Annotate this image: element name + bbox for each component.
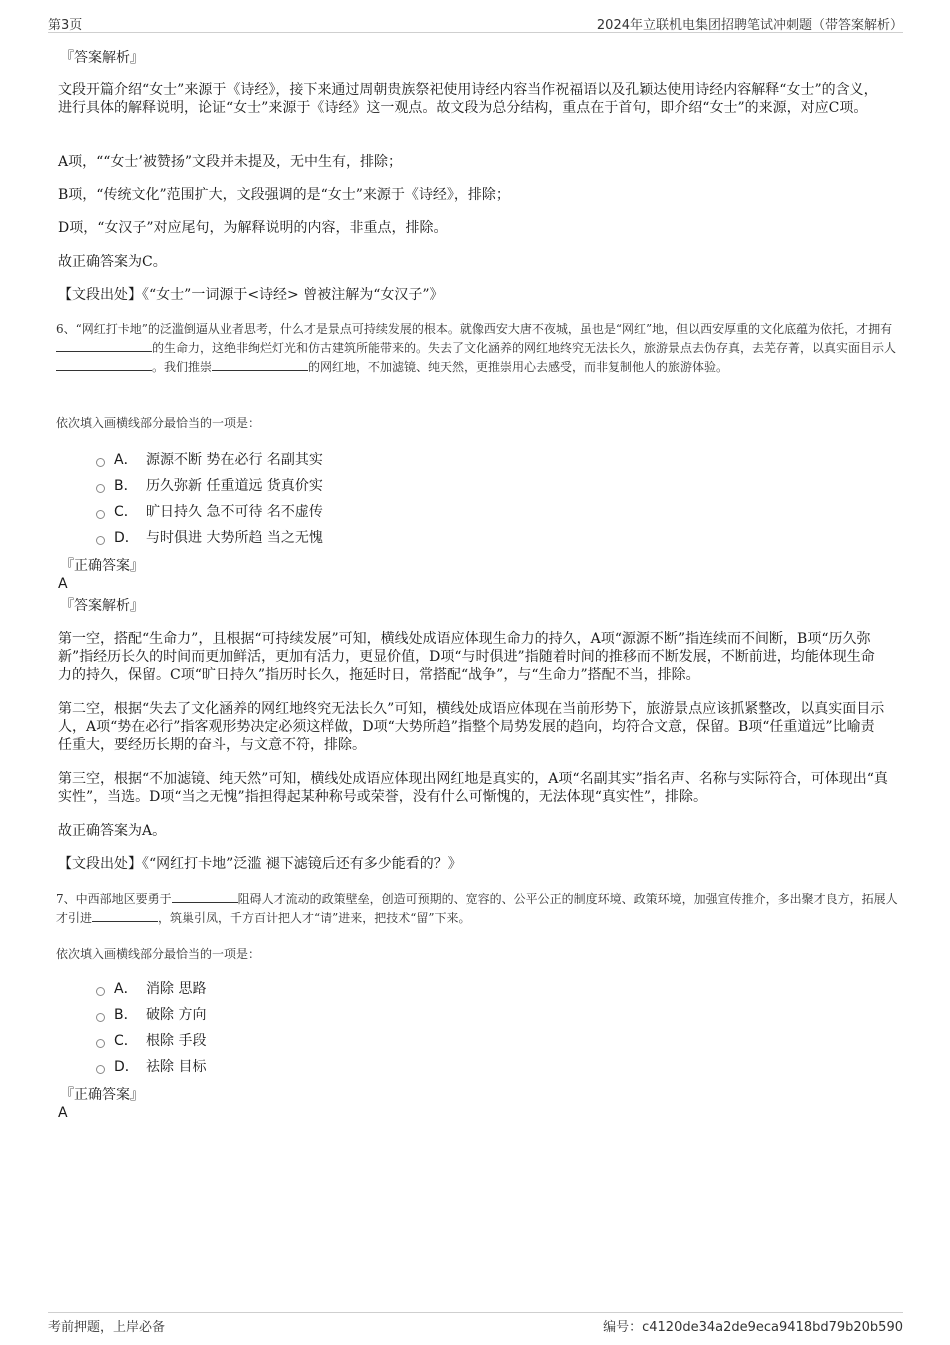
q7-option-d[interactable]: D． 祛除 目标 [96, 1058, 206, 1076]
q7-option-b[interactable]: B． 破除 方向 [96, 1006, 206, 1024]
q6-analysis-title: 『答案解析』 [60, 598, 144, 614]
q6-conclusion: 故正确答案为A。 [58, 823, 167, 839]
q5-analysis-title: 『答案解析』 [60, 50, 144, 66]
radio-icon[interactable] [96, 1039, 105, 1048]
q6-option-a[interactable]: A． 源源不断 势在必行 名副其实 [96, 451, 323, 469]
radio-icon[interactable] [96, 987, 105, 996]
footer-slogan: 考前押题，上岸必备 [48, 1320, 166, 1335]
option-text: 历久弥新 任重道远 货真价实 [146, 478, 323, 494]
radio-icon[interactable] [96, 510, 105, 519]
q7-question-text: 7、中西部地区要勇于 阻碍人才流动的政策壁垒，创造可预期的、宽容的、公平公正的制度环境、政策环境，加强宣传推介，多出聚才良方，拓展人才引进 ，筑巢引凤，千方百计把人才“请”进来，把技术“留”下来。 [56, 892, 898, 925]
q5-conclusion: 故正确答案为C。 [58, 254, 167, 270]
radio-icon[interactable] [96, 458, 105, 467]
q6-analysis-paragraph-2: 第二空，根据“失去了文化涵养的网红地终究无法长久”可知，横线处成语应体现在当前形势下，旅游景点应该抓紧整改，以真实面目示人，A项“势在必行”指客观形势决定必须这样做，D项“大势所趋”指整个局势发展的趋向，均符合文意，保留。B项“任重道远”比喻责任重大，要经历长期的奋斗，与文意不符，排除。 [58, 701, 885, 753]
radio-icon[interactable] [96, 1013, 105, 1022]
q6-option-c[interactable]: C． 旷日持久 急不可待 名不虚传 [96, 503, 323, 521]
option-text: 祛除 目标 [146, 1059, 207, 1075]
code-value: c4120de34a2de9eca9418bd79b20b590 [642, 1320, 903, 1335]
page-number: 第3页 [48, 18, 83, 33]
radio-icon[interactable] [96, 536, 105, 545]
q6-source: 【文段出处】《“网红打卡地”泛滥 褪下滤镜后还有多少能看的？》 [58, 856, 462, 872]
q7-option-c[interactable]: C． 根除 手段 [96, 1032, 206, 1050]
q5-analysis-paragraph-4: D项，“女汉子”对应尾句，为解释说明的内容，非重点，排除。 [58, 220, 448, 236]
q7-answer-title: 『正确答案』 [60, 1087, 144, 1103]
option-text: 与时俱进 大势所趋 当之无愧 [146, 530, 323, 546]
blank-2 [92, 909, 158, 922]
page-footer [48, 1312, 903, 1333]
code-label: 编号： [603, 1320, 643, 1335]
blank-2 [56, 358, 152, 371]
radio-icon[interactable] [96, 484, 105, 493]
document-title: 2024年立联机电集团招聘笔试冲刺题（带答案解析） [596, 18, 903, 33]
q6-analysis-paragraph-3: 第三空，根据“不加滤镜、纯天然”可知，横线处成语应体现出网红地是真实的，A项“名副其实”指名声、名称与实际符合，可体现出“真实性”，当选。D项“当之无愧”指担得起某种称号或荣誉，没有什么可惭愧的，无法体现“真实性”，排除。 [58, 771, 888, 805]
radio-icon[interactable] [96, 1065, 105, 1074]
q6-answer: A [58, 576, 68, 592]
q6-option-b[interactable]: B． 历久弥新 任重道远 货真价实 [96, 477, 323, 495]
q7-prompt: 依次填入画横线部分最恰当的一项是： [56, 947, 261, 961]
q6-prompt: 依次填入画横线部分最恰当的一项是： [56, 416, 261, 430]
q5-analysis-paragraph-3: B项，“传统文化”范围扩大，文段强调的是“女士”来源于《诗经》，排除； [58, 187, 510, 203]
q6-answer-title: 『正确答案』 [60, 558, 144, 574]
q5-analysis-paragraph-2: A项，““女士’被赞扬”文段并未提及，无中生有，排除； [58, 154, 403, 170]
document-code [603, 1316, 903, 1335]
option-text: 旷日持久 急不可待 名不虚传 [146, 504, 323, 520]
blank-1 [56, 339, 152, 352]
option-text: 源源不断 势在必行 名副其实 [146, 452, 323, 468]
q5-analysis-paragraph-1: 文段开篇介绍“女士”来源于《诗经》，接下来通过周朝贵族祭祀使用诗经内容当作祝福语以及孔颖达使用诗经内容解释“女士”的含义，进行具体的解释说明，论证“女士”来源于《诗经》这一观点。故文段为总分结构，重点在于首句，即介绍“女士”的来源，对应C项。 [58, 82, 878, 116]
option-text: 根除 手段 [146, 1033, 207, 1049]
q6-analysis-paragraph-1: 第一空，搭配“生命力”，且根据“可持续发展”可知，横线处成语应体现生命力的持久，A项“源源不断”指连续而不间断，B项“历久弥新”指经历长久的时间而更加鲜活，更加有活力，更显价值，D项“与时俱进”指随着时间的推移而不断发展，不断前进，均能体现生命力的持久，保留。C项“旷日持久”指历时长久，拖延时日，常搭配“战争”，与“生命力”搭配不当，排除。 [58, 631, 875, 683]
option-text: 消除 思路 [146, 981, 207, 997]
blank-3 [212, 358, 308, 371]
q6-option-d[interactable]: D． 与时俱进 大势所趋 当之无愧 [96, 529, 323, 547]
page-header [48, 14, 903, 33]
q6-question-text: 6、“网红打卡地”的泛滥倒逼从业者思考，什么才是景点可持续发展的根本。就像西安大唐不夜城，虽也是“网红”地，但以西安厚重的文化底蕴为依托，才拥有的生命力，这绝非绚烂灯光和仿古建筑所能带来的。失去了文化涵养的网红地终究无法长久，旅游景点去伪存真，去芜存菁，以真实面目示人。我们推崇 的网红地，不加滤镜、纯天然，更推崇用心去感受，而非复制他人的旅游体验。 [56, 322, 897, 374]
q7-option-a[interactable]: A． 消除 思路 [96, 980, 206, 998]
q7-answer: A [58, 1105, 68, 1121]
option-text: 破除 方向 [146, 1007, 207, 1023]
blank-1 [172, 890, 238, 903]
q5-source: 【文段出处】《“女士”一词源于<诗经> 曾被注解为“女汉子”》 [58, 287, 444, 303]
